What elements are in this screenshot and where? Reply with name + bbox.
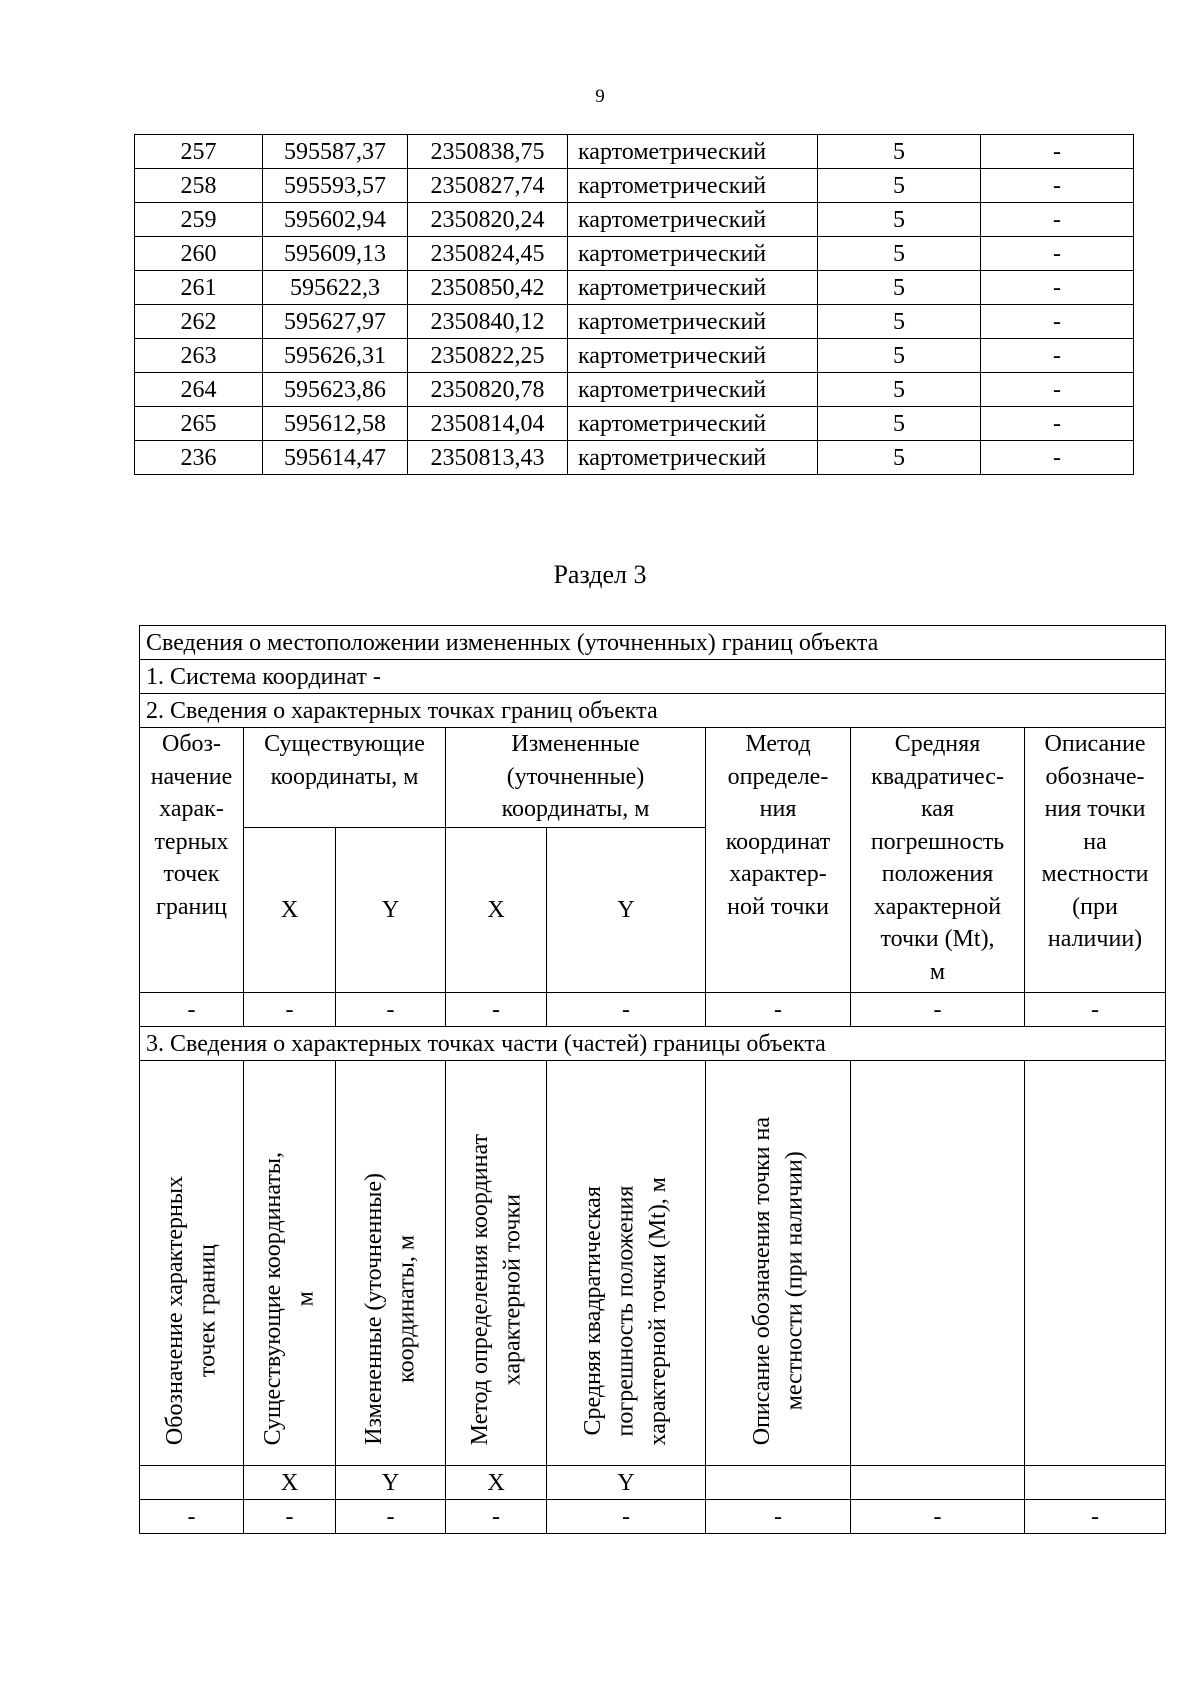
header-designation: Обоз- начение харак- терных точек границ [140,728,244,993]
parts-changed-y: Y [547,1466,706,1500]
xy-empty-cell [1025,1466,1166,1500]
error-cell: 5 [818,271,981,305]
error-cell: 5 [818,169,981,203]
coord-x-cell: 595593,57 [263,169,408,203]
header-existing-coordinates: Существующие координаты, м [244,728,446,828]
coord-x-cell: 595627,97 [263,305,408,339]
dash-cell: - [706,993,851,1027]
coord-x-cell: 595622,3 [263,271,408,305]
rotated-header-designation: Обозначение характерных точек границ [140,1061,244,1466]
empty-header-cell [1025,1061,1166,1466]
rotated-header-existing: Существующие координаты, м [244,1061,336,1466]
method-cell: картометрический [568,339,818,373]
coord-x-cell: 595609,13 [263,237,408,271]
rotated-header-row [140,1061,1166,1466]
description-cell: - [981,237,1134,271]
description-cell: - [981,339,1134,373]
parts-empty-row [140,1500,1166,1534]
coord-x-cell: 595612,58 [263,407,408,441]
xy-empty-cell [140,1466,244,1500]
dash-cell: - [446,1500,547,1534]
coordinates-table [134,134,1134,475]
parts-changed-x: X [446,1466,547,1500]
parts-heading: 3. Сведения о характерных точках части (частей) границы объекта [140,1027,1166,1061]
description-cell: - [981,135,1134,169]
method-cell: картометрический [568,373,818,407]
description-cell: - [981,169,1134,203]
error-cell: 5 [818,135,981,169]
xy-empty-cell [706,1466,851,1500]
dash-cell: - [140,1500,244,1534]
header-existing-x: X [244,828,336,993]
coord-y-cell: 2350813,43 [408,441,568,475]
header-changed-y: Y [547,828,706,993]
coordinate-system-row: 1. Система координат - [140,660,1166,694]
header-changed-coordinates: Измененные (уточненные) координаты, м [446,728,706,828]
section-title: Раздел 3 [553,560,647,589]
error-cell: 5 [818,305,981,339]
point-number-cell: 261 [135,271,263,305]
coord-x-cell: 595602,94 [263,203,408,237]
point-number-cell: 263 [135,339,263,373]
coord-x-cell: 595623,86 [263,373,408,407]
error-cell: 5 [818,407,981,441]
points-heading: 2. Сведения о характерных точках границ объекта [140,694,1166,728]
dash-cell: - [244,993,336,1027]
table-row [135,407,1134,441]
rotated-header-changed: Измененные (уточненные) координаты, м [336,1061,446,1466]
rotated-header-error: Средняя квадратическая погрешность положения характерной точки (Mt), м [547,1061,706,1466]
point-number-cell: 260 [135,237,263,271]
coord-y-cell: 2350827,74 [408,169,568,203]
error-cell: 5 [818,373,981,407]
method-cell: картометрический [568,203,818,237]
coord-y-cell: 2350814,04 [408,407,568,441]
point-number-cell: 259 [135,203,263,237]
coord-y-cell: 2350820,78 [408,373,568,407]
empty-header-cell [851,1061,1025,1466]
parts-existing-y: Y [336,1466,446,1500]
coord-y-cell: 2350820,24 [408,203,568,237]
table-row [135,373,1134,407]
xy-empty-cell [851,1466,1025,1500]
table-row [135,339,1134,373]
page-number: 9 [595,86,605,107]
header-changed-x: X [446,828,547,993]
header-description: Описание обозначе- ния точки на местности (при наличии) [1025,728,1166,993]
method-cell: картометрический [568,441,818,475]
point-number-cell: 236 [135,441,263,475]
rotated-header-description: Описание обозначения точки на местности (при наличии) [706,1061,851,1466]
dash-cell: - [547,1500,706,1534]
header-existing-y: Y [336,828,446,993]
dash-cell: - [1025,1500,1166,1534]
table-row [135,271,1134,305]
table-row [135,203,1134,237]
dash-cell: - [706,1500,851,1534]
parts-existing-x: X [244,1466,336,1500]
section-3-table [139,625,1166,1534]
error-cell: 5 [818,237,981,271]
error-cell: 5 [818,339,981,373]
error-cell: 5 [818,203,981,237]
dash-cell: - [547,993,706,1027]
dash-cell: - [1025,993,1166,1027]
dash-cell: - [446,993,547,1027]
description-cell: - [981,373,1134,407]
point-number-cell: 262 [135,305,263,339]
point-number-cell: 257 [135,135,263,169]
table-row [135,441,1134,475]
dash-cell: - [244,1500,336,1534]
coord-y-cell: 2350850,42 [408,271,568,305]
description-cell: - [981,271,1134,305]
table-row [135,169,1134,203]
method-cell: картометрический [568,237,818,271]
description-cell: - [981,305,1134,339]
method-cell: картометрический [568,271,818,305]
point-number-cell: 265 [135,407,263,441]
point-number-cell: 258 [135,169,263,203]
description-cell: - [981,203,1134,237]
description-cell: - [981,441,1134,475]
coord-x-cell: 595587,37 [263,135,408,169]
table-row [135,135,1134,169]
method-cell: картометрический [568,135,818,169]
method-cell: картометрический [568,169,818,203]
parts-xy-row [140,1466,1166,1500]
dash-cell: - [336,1500,446,1534]
method-cell: картометрический [568,305,818,339]
table-row [135,305,1134,339]
point-number-cell: 264 [135,373,263,407]
description-cell: - [981,407,1134,441]
header-method: Метод определе- ния координат характер- ной точки [706,728,851,993]
dash-cell: - [336,993,446,1027]
header-error: Средняя квадратичес- кая погрешность положения характерной точки (Mt), м [851,728,1025,993]
error-cell: 5 [818,441,981,475]
coord-y-cell: 2350838,75 [408,135,568,169]
section-heading: Сведения о местоположении измененных (уточненных) границ объекта [140,626,1166,660]
method-cell: картометрический [568,407,818,441]
table-row [135,237,1134,271]
coord-y-cell: 2350840,12 [408,305,568,339]
coord-y-cell: 2350822,25 [408,339,568,373]
coord-x-cell: 595626,31 [263,339,408,373]
dash-cell: - [851,1500,1025,1534]
coord-y-cell: 2350824,45 [408,237,568,271]
rotated-header-method: Метод определения координат характерной точки [446,1061,547,1466]
coord-x-cell: 595614,47 [263,441,408,475]
empty-row [140,993,1166,1027]
dash-cell: - [140,993,244,1027]
dash-cell: - [851,993,1025,1027]
